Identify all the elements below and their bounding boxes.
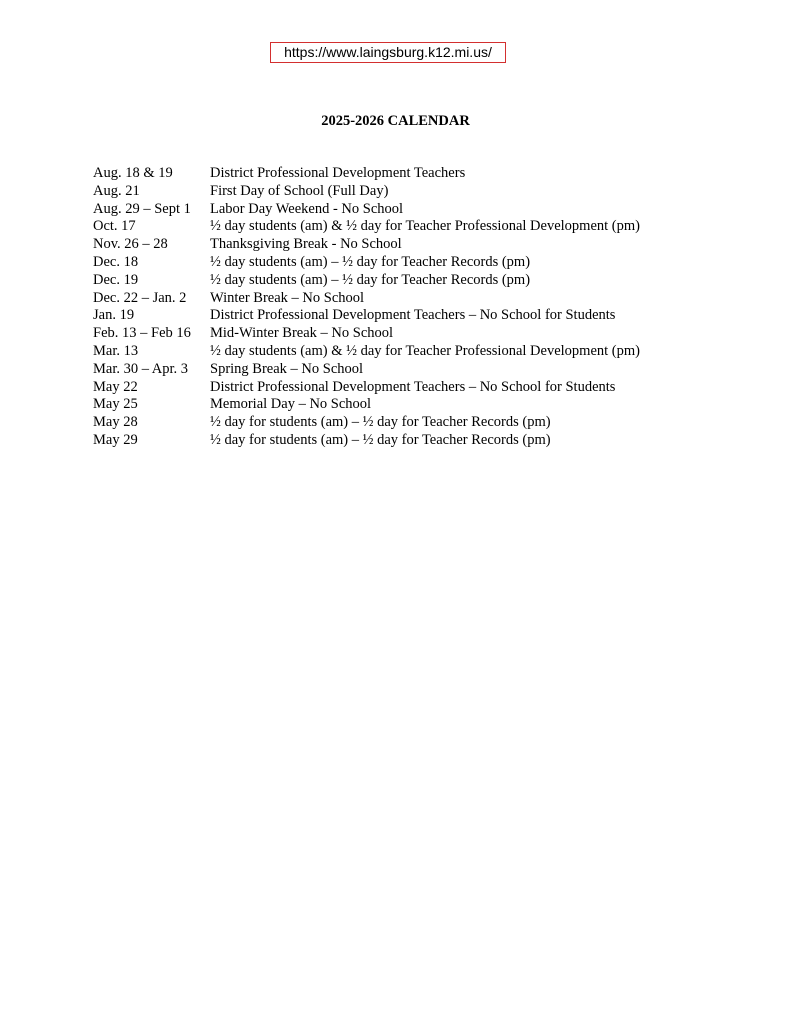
event-date: May 29 [93,431,138,448]
event-date: Dec. 18 [93,253,139,270]
event-row [93,396,733,414]
event-row [93,201,733,219]
event-row [93,432,733,450]
event-date: Aug. 18 & 19 [93,165,173,181]
event-date: Dec. 22 – Jan. 2 [93,289,187,306]
event-description: ½ day for students (am) – ½ day for Teacher Records (pm) [210,431,551,448]
event-date: Nov. 26 – 28 [93,236,168,253]
event-description: First Day of School (Full Day) [210,182,389,199]
event-date: Aug. 29 – Sept 1 [93,200,191,217]
event-description: ½ day for students (am) – ½ day for Teacher Records (pm) [210,414,551,431]
event-row [93,183,733,201]
event-date: Dec. 19 [93,271,139,288]
calendar-title: 2025-2026 CALENDAR [321,113,470,129]
event-row [93,343,733,361]
event-row [93,379,733,397]
event-row [93,307,733,325]
event-description: District Professional Development Teachers [210,165,466,181]
event-description: ½ day students (am) – ½ day for Teacher Records (pm) [210,253,531,270]
event-row [93,414,733,432]
calendar-event-list [93,165,733,450]
event-row [93,290,733,308]
event-description: Winter Break – No School [210,289,365,306]
event-date: Jan. 19 [93,307,135,324]
event-date: Mar. 13 [93,342,139,359]
event-description: District Professional Development Teachers – No School for Students [210,307,616,324]
event-description: Spring Break – No School [210,360,364,377]
event-description: ½ day students (am) – ½ day for Teacher Records (pm) [210,271,531,288]
event-date: May 22 [93,378,138,395]
event-description: ½ day students (am) & ½ day for Teacher Professional Development (pm) [210,218,640,235]
event-date: Aug. 21 [93,182,140,199]
event-date: Oct. 17 [93,218,136,235]
event-description: ½ day students (am) & ½ day for Teacher Professional Development (pm) [210,342,640,359]
event-date: Mar. 30 – Apr. 3 [93,360,189,377]
event-description: Labor Day Weekend - No School [210,200,404,217]
event-row [93,218,733,236]
event-description: Memorial Day – No School [210,396,372,413]
event-date: May 28 [93,414,138,431]
event-description: Thanksgiving Break - No School [210,236,402,253]
event-row [93,272,733,290]
website-url-link[interactable]: https://www.laingsburg.k12.mi.us/ [270,42,506,63]
event-row [93,254,733,272]
event-description: Mid-Winter Break – No School [210,325,394,342]
event-row [93,361,733,379]
event-row [93,165,733,183]
event-date: May 25 [93,396,138,413]
event-description: District Professional Development Teachers – No School for Students [210,378,616,395]
event-date: Feb. 13 – Feb 16 [93,325,191,342]
event-row [93,236,733,254]
event-row [93,325,733,343]
